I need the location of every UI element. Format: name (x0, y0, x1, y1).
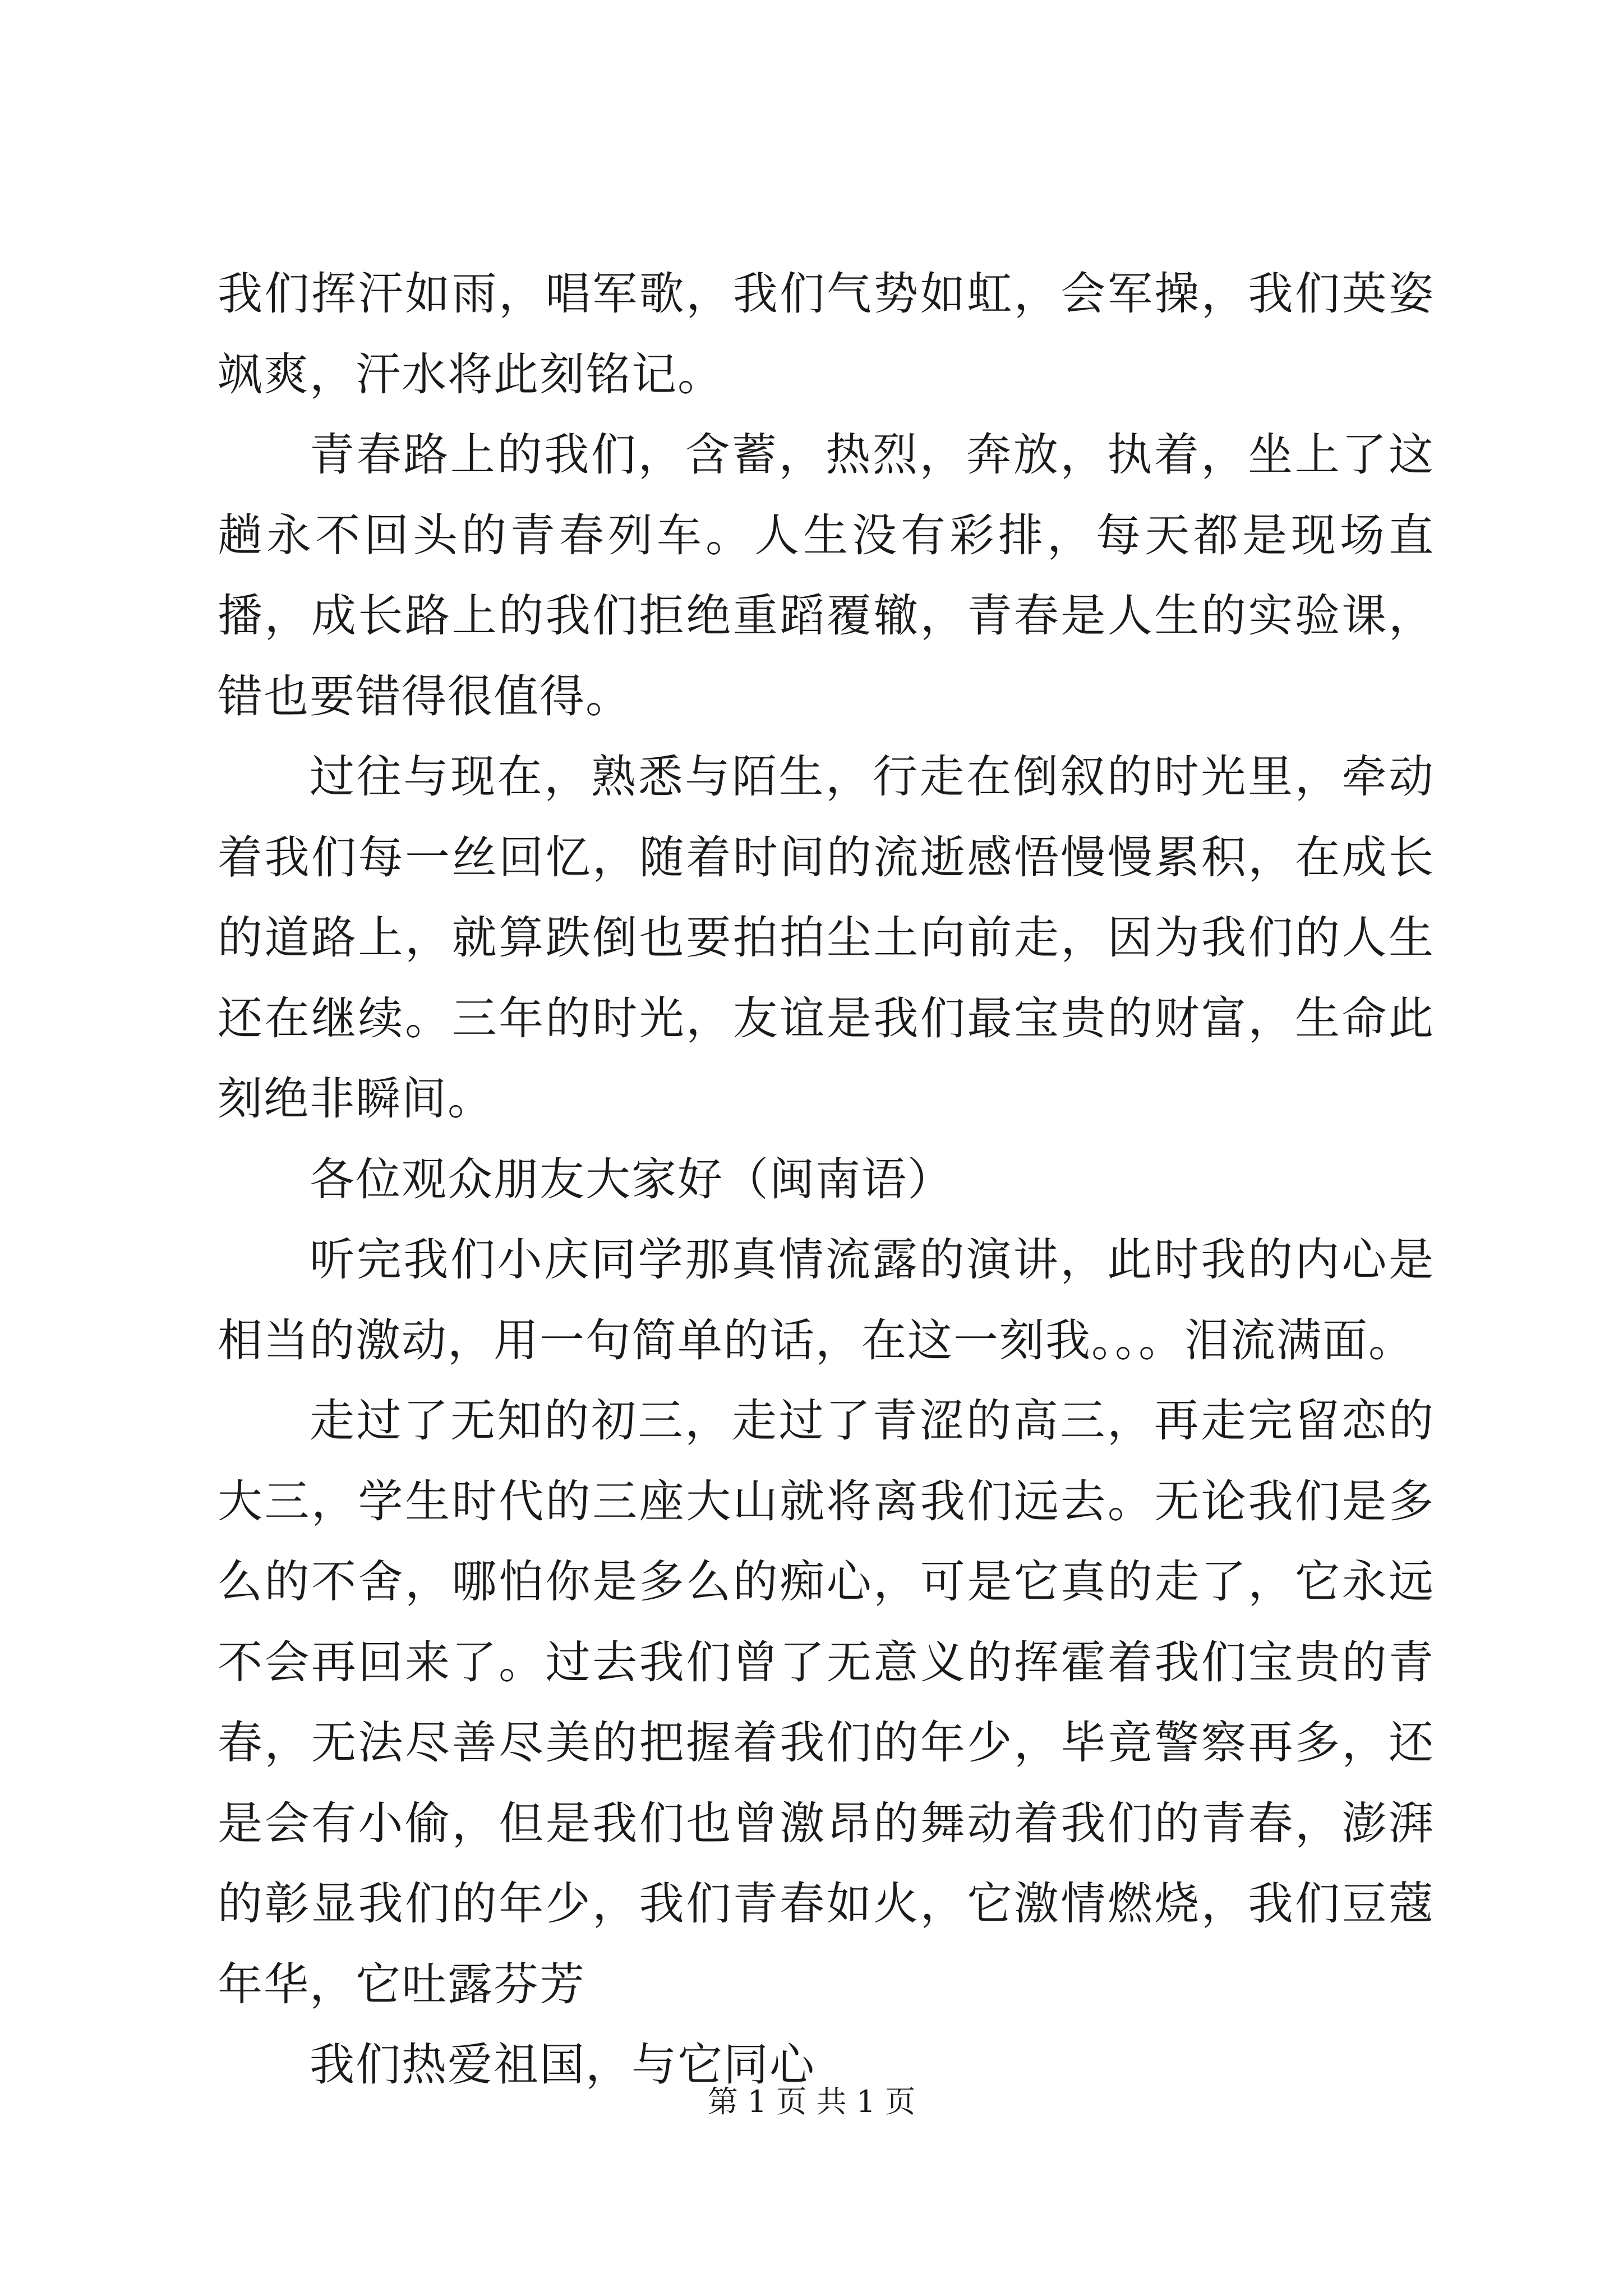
paragraph-7: 我们热爱祖国，与它同心 (310, 2039, 815, 2091)
paragraph-1: 我们挥汗如雨，唱军歌，我们气势如虹，会军操，我们英姿飒爽，汗水将此刻铭记。 (218, 268, 1435, 401)
paragraph-6: 走过了无知的初三，走过了青涩的高三，再走完留恋的大三，学生时代的三座大山就将离我们远去。无论我们是多么的不舍，哪怕你是多么的痴心，可是它真的走了，它永远不会再回来了。过去我们曾了无意义的挥霍着我们宝贵的青春，无法尽善尽美的把握着我们的年少，毕竟警察再多，还是会有小偷，但是我们也曾激昂的舞动着我们的青春，澎湃的彰显我们的年少，我们青春如火，它激情燃烧，我们豆蔻年华，它吐露芬芳 (218, 1395, 1435, 2010)
paragraph-2: 青春路上的我们，含蓄，热烈，奔放，执着，坐上了这趟永不回头的青春列车。人生没有彩排，每天都是现场直播，成长路上的我们拒绝重蹈覆辙，青春是人生的实验课，错也要错得很值得。 (218, 429, 1435, 723)
document-body (218, 254, 1435, 2105)
paragraph-5: 听完我们小庆同学那真情流露的演讲，此时我的内心是相当的激动，用一句简单的话，在这一刻我。。。泪流满面。 (218, 1234, 1435, 1366)
page-number-footer: 第 1 页 共 1 页 (707, 2084, 916, 2119)
paragraph-4: 各位观众朋友大家好（闽南语） (310, 1153, 953, 1205)
paragraph-3: 过往与现在，熟悉与陌生，行走在倒叙的时光里，牵动着我们每一丝回忆，随着时间的流逝感悟慢慢累积，在成长的道路上，就算跌倒也要拍拍尘土向前走，因为我们的人生还在继续。三年的时光，友谊是我们最宝贵的财富，生命此刻绝非瞬间。 (218, 751, 1435, 1125)
